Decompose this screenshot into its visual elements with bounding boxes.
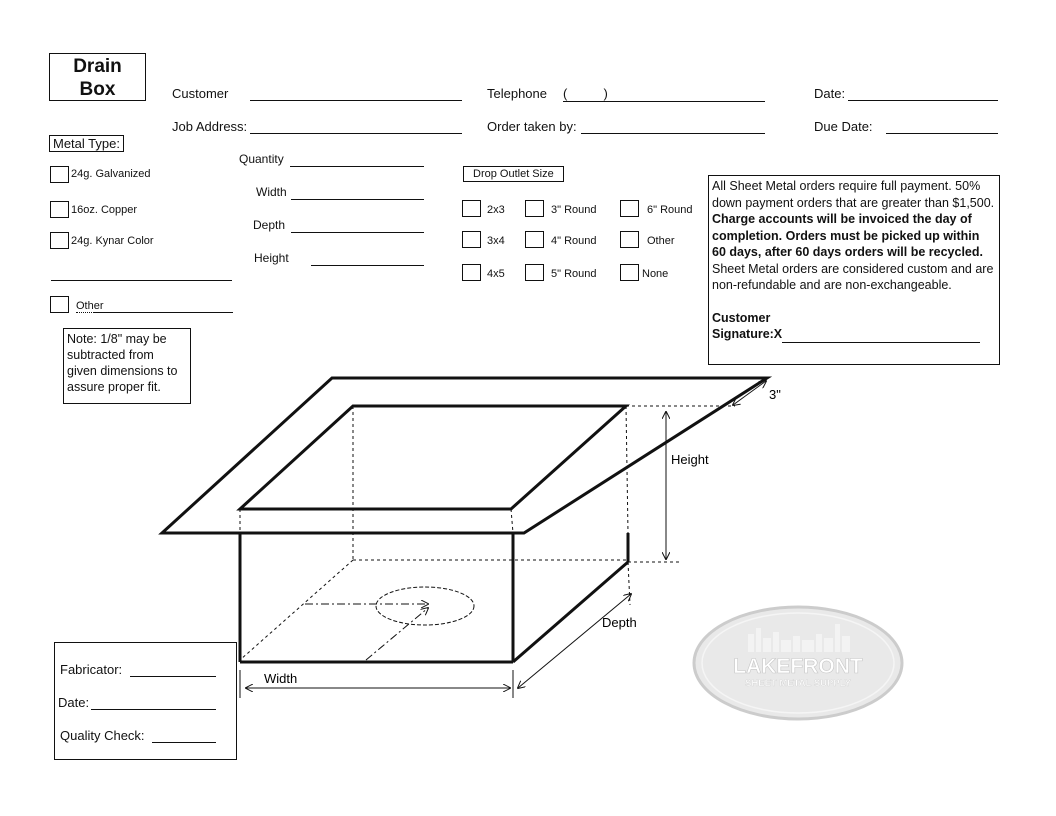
quantity-label: Quantity (239, 152, 284, 166)
outlet-ellipse (376, 587, 474, 625)
due-date-label: Due Date: (814, 119, 873, 134)
width-dimension-text: Width (264, 671, 298, 686)
depth-label: Depth (253, 218, 286, 232)
form-title-line2: Box (79, 79, 116, 100)
copper-label: 16oz. Copper (71, 204, 138, 216)
telephone-label: Telephone (487, 86, 547, 101)
fab-date-field[interactable] (91, 709, 216, 710)
fit-note: Note: 1/8" may be subtracted from given dimensions to assure proper fit. (63, 328, 191, 404)
outlet-2x3-label: 2x3 (487, 204, 505, 216)
box-opening (240, 406, 626, 509)
form-title-line1: Drain (73, 56, 122, 77)
signature-label: Signature:X (712, 327, 783, 341)
metal-type-label: Metal Type: (49, 135, 124, 152)
fabricator-box (54, 642, 237, 760)
outlet-3round-label: 3" Round (551, 204, 597, 216)
outlet-4round-label: 4" Round (551, 235, 597, 247)
outlet-other-label: Other (647, 235, 675, 247)
telephone-format: ( ) (563, 86, 608, 101)
flange-dimension-line (733, 381, 766, 405)
terms-payment: All Sheet Metal orders require full payment. 50% down payment orders that are greater than $1,500. (712, 179, 995, 210)
other-metal-label: Other (76, 300, 104, 312)
outlet-axis-z (366, 608, 428, 660)
order-taken-by-label: Order taken by: (487, 119, 577, 134)
fab-date-label: Date: (58, 695, 90, 710)
height-dimension-text: Height (671, 452, 709, 467)
drop-outlet-label: Drop Outlet Size (463, 166, 564, 182)
bottom-right-edge (513, 562, 628, 662)
customer-label: Customer (172, 86, 229, 101)
galvanized-label: 24g. Galvanized (71, 168, 151, 180)
quality-check-field[interactable] (152, 742, 216, 743)
fabricator-field[interactable] (130, 676, 216, 677)
flange-dimension-text: 3" (769, 387, 781, 402)
logo-name: LAKEFRONT (733, 655, 863, 678)
logo-tagline: SHEET METAL SUPPLY (745, 678, 851, 689)
lakefront-logo (694, 607, 902, 719)
kynar-label: 24g. Kynar Color (71, 235, 154, 247)
job-address-label: Job Address: (172, 119, 248, 134)
outlet-4x5-label: 4x5 (487, 268, 505, 280)
customer-signature-caption: Customer (712, 310, 771, 325)
outlet-3x4-label: 3x4 (487, 235, 505, 247)
outlet-none-label: None (642, 268, 669, 280)
outlet-5round-label: 5" Round (551, 268, 597, 280)
date-label: Date: (814, 86, 846, 101)
terms-custom: Sheet Metal orders are considered custom and are non-refundable and are non-exchangeable. (712, 261, 994, 292)
outlet-6round-label: 6" Round (647, 204, 693, 216)
fabricator-label: Fabricator: (60, 662, 123, 677)
height-label: Height (254, 251, 289, 265)
depth-dimension-text: Depth (602, 615, 637, 630)
quality-check-label: Quality Check: (60, 728, 145, 743)
terms-charge-accounts: Charge accounts will be invoiced the day of completion. Orders must be picked up within 60 days, after 60 days orders will be recycled. (712, 212, 983, 259)
width-label: Width (256, 185, 287, 199)
